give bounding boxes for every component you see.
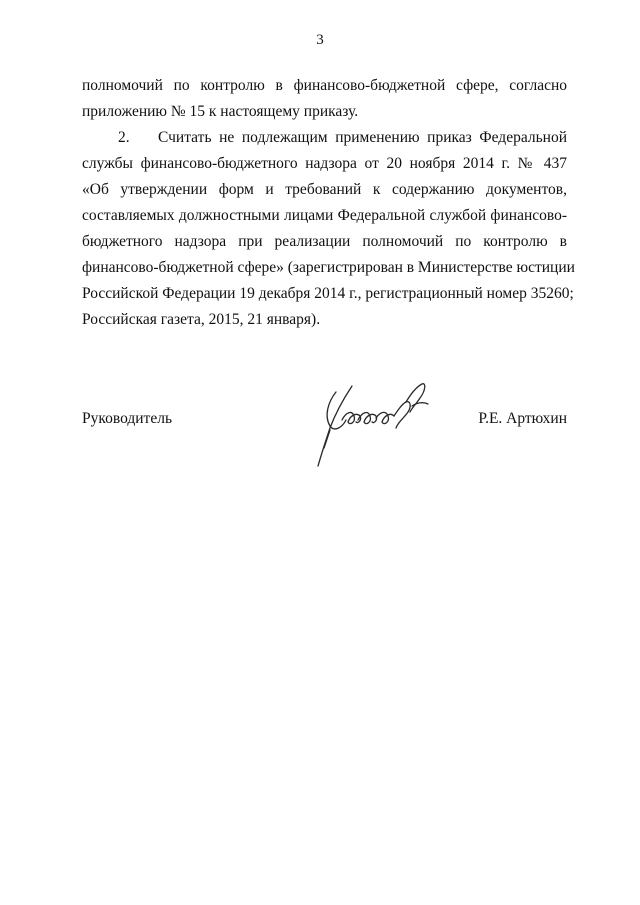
paragraph-1-line-1: полномочий по контролю в финансово-бюджетной сфере, согласно	[82, 77, 567, 94]
paragraph-2-line-3: «Об утверждении форм и требований к содержанию документов,	[82, 181, 567, 198]
paragraph-1-line-2: приложению № 15 к настоящему приказу.	[82, 103, 359, 120]
paragraph-2-line-2: службы финансово-бюджетного надзора от 20 ноября 2014 г. № 437	[82, 155, 567, 172]
signer-name: Р.Е. Артюхин	[478, 410, 567, 427]
paragraph-2-first-line	[118, 128, 567, 148]
paragraph-2-number: 2.	[118, 129, 130, 146]
paragraph-2-first-line-text: Считать не подлежащим применению приказ Федеральной	[158, 129, 567, 146]
paragraph-2-line-4: составляемых должностными лицами Федеральной службой финансово-	[82, 207, 567, 224]
paragraph-2-line-8: Российская газета, 2015, 21 января).	[82, 311, 321, 328]
paragraph-2-line-5: бюджетного надзора при реализации полномочий по контролю в	[82, 233, 567, 250]
signer-position: Руководитель	[82, 410, 173, 427]
paragraph-2-line-6: финансово-бюджетной сфере» (зарегистрирован в Министерстве юстиции	[82, 259, 575, 276]
paragraph-2-line-7: Российской Федерации 19 декабря 2014 г., регистрационный номер 35260;	[82, 285, 574, 302]
handwritten-signature	[300, 372, 440, 482]
page-number: 3	[316, 32, 324, 48]
